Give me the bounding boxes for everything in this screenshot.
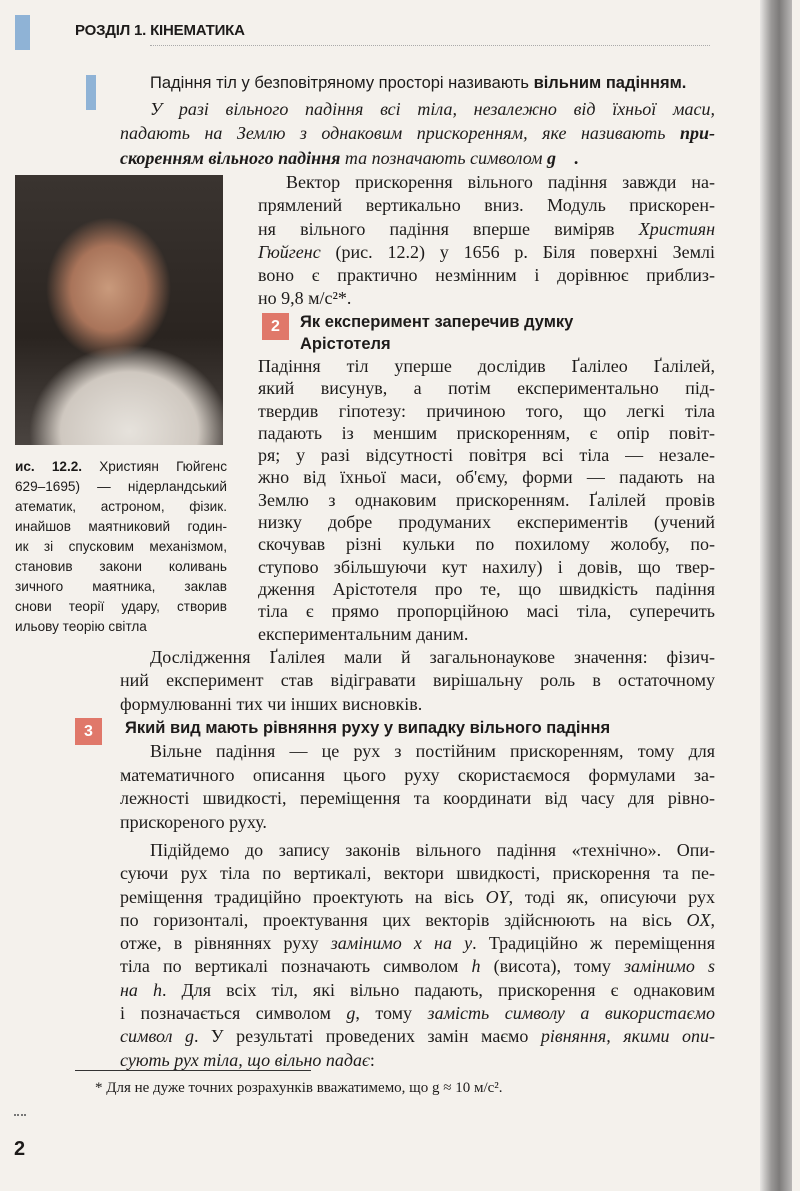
text-line (120, 862, 715, 885)
text-line (15, 477, 227, 497)
text-line (258, 533, 715, 555)
text-segment: . Для всіх тіл, які вільно падають, прискорення є однаковим (161, 979, 716, 1000)
text-segment: воно є практично незмінним і дорівнює приблиз- (258, 265, 715, 286)
text-segment: . Традиційно ж переміщення (472, 933, 716, 954)
text-line (15, 497, 227, 517)
text-line (120, 646, 715, 669)
text-segment: тіла по вертикалі позначають символом (120, 956, 472, 977)
text-segment: ня вільного падіння вперше виміряв (258, 218, 639, 239)
header-rule (150, 45, 710, 46)
text-line (258, 171, 715, 194)
text-segment: : (369, 1049, 375, 1070)
text-line (258, 400, 715, 422)
text-segment: тіла є прямо пропорційною масі тіла, суперечить (258, 601, 715, 622)
section-3-title: Який вид мають рівняння руху у випадку вільного падіння (125, 719, 611, 737)
text-segment: становив закони коливань (15, 559, 227, 574)
text-segment: падають на Землю з однаковим прискоренням, яке називають (120, 123, 680, 144)
text-segment: падають із меншим прискоренням, є опір повіт- (258, 422, 715, 443)
notation-paragraph (120, 839, 715, 1072)
text-segment: скоренням вільного падіння (120, 147, 341, 168)
text-segment: математичного описання цього руху скористаємося формулами за- (120, 764, 715, 785)
text-segment: Вектор прискорення вільного падіння завжди на- (286, 172, 715, 192)
section-2-title (300, 311, 573, 355)
text-segment: ний експеримент став відігравати вирішальну роль в остаточному (120, 670, 715, 691)
text-line (258, 600, 715, 622)
rule-paragraph (120, 97, 715, 170)
text-line (15, 537, 227, 557)
page-mark (14, 1114, 26, 1116)
text-line (120, 740, 715, 764)
text-line (258, 264, 715, 287)
page-number: 2 (14, 1138, 26, 1160)
text-segment: h (471, 956, 481, 977)
text-segment: атематик, астроном, фізик. (15, 499, 227, 514)
text-segment: У разі вільного падіння всі тіла, незалежно від їхньої маси, (150, 99, 715, 119)
text-line (120, 1002, 715, 1025)
text-segment: формулюванні тих чи інших висновків. (120, 693, 423, 714)
text-line (120, 146, 715, 170)
text-line (15, 457, 227, 477)
text-segment: прискореного руху. (120, 812, 267, 833)
text-line (258, 218, 715, 241)
text-segment: , тоді як, описуючи рух (508, 886, 715, 907)
text-segment: замість символу a використаємо (427, 1003, 715, 1024)
text-segment: жно від їхньої маси, об'єму, форми — падають на (258, 467, 715, 488)
text-line (120, 839, 715, 862)
text-segment: замінимо x на y (330, 933, 473, 954)
text-segment: символ g (120, 1026, 194, 1047)
text-segment: по горизонталі, проектування цих векторів здійснюють на вісь (120, 909, 687, 930)
text-line (15, 597, 227, 617)
text-segment: прямлений вертикально вниз. Модуль прискорен- (258, 195, 715, 216)
section-2-title-line1: Як експеримент заперечив думку (300, 313, 574, 331)
text-line (120, 886, 715, 909)
text-segment: та позначають символом (340, 147, 547, 168)
text-line (120, 121, 715, 145)
definition-paragraph (150, 72, 715, 95)
text-line (258, 466, 715, 488)
text-line (258, 444, 715, 466)
text-segment: лежності швидкості, переміщення та координати від часу для рівно- (120, 788, 715, 809)
text-line (120, 764, 715, 788)
footnote: * Для не дуже точних розрахунків вважатимемо, що g ≈ 10 м/с². (95, 1080, 503, 1096)
text-segment: Падіння тіл уперше дослідив Ґалілео Ґалілей, (258, 356, 715, 376)
text-line (15, 617, 227, 637)
text-segment: зичного маятника, заклав (15, 579, 227, 594)
text-line (120, 787, 715, 811)
text-segment: Гюйгенс (258, 241, 321, 262)
text-segment: (висота), тому (480, 956, 624, 977)
text-segment: g (346, 1003, 356, 1024)
text-segment: низку добре продуманих експериментів (учений (258, 512, 715, 533)
text-segment: твердив гіпотезу: причиною того, що легкі тіла (258, 400, 715, 421)
text-segment: ступово збільшуючи кут нахилу) і довів, що твер- (258, 556, 715, 577)
text-segment: ик зі спусковим механізмом, (15, 539, 227, 554)
text-segment: Підійдемо до запису законів вільного падіння «технічно». Опи- (150, 840, 715, 860)
chapter-marker (15, 15, 30, 50)
text-segment: Землю з однаковим прискоренням. Ґалілей провів (258, 489, 715, 510)
section-2-title-line2: Арістотеля (300, 335, 391, 353)
page-edge-shadow (760, 0, 792, 1191)
text-line (120, 669, 715, 692)
text-line (258, 511, 715, 533)
text-line (258, 578, 715, 600)
text-line (258, 422, 715, 444)
text-segment: инайшов маятниковий годин- (15, 519, 227, 534)
text-line (258, 241, 715, 264)
text-segment: ильову теорію світла (15, 619, 147, 634)
text-line (258, 377, 715, 399)
chapter-header: РОЗДІЛ 1. КІНЕМАТИКА (75, 22, 245, 39)
text-segment: . У результаті проведених замін маємо (193, 1026, 541, 1047)
text-segment: отже, в рівняннях руху (120, 933, 331, 954)
text-line (258, 556, 715, 578)
definition-marker (86, 75, 96, 110)
text-segment: OY (485, 886, 509, 907)
text-segment: снови теорії удару, створив (15, 599, 227, 614)
text-segment: суючи рух тіла по вертикалі, вектори швидкості, прискорення та пе- (120, 863, 715, 884)
text-segment: на h (120, 979, 162, 1000)
text-line (120, 693, 715, 716)
text-segment: OX (686, 909, 711, 930)
text-segment: но 9,8 м/с²*. (258, 288, 352, 309)
text-segment: Дослідження Ґалілея мали й загальнонаукове значення: фізич- (150, 647, 715, 667)
text-segment: (рис. 12.2) у 1656 р. Біля поверхні Землі (320, 241, 715, 262)
text-line (258, 287, 715, 310)
text-line (120, 1025, 715, 1048)
text-line (15, 557, 227, 577)
text-line (120, 97, 715, 121)
text-segment: 629–1695) — нідерландський (15, 479, 227, 494)
text-segment: ис. 12.2. (15, 459, 83, 474)
conclusion-paragraph (120, 646, 715, 716)
text-segment: дження Арістотеля про те, що швидкість падіння (258, 578, 715, 599)
text-line (120, 955, 715, 978)
text-segment: сують рух тіла, що вільно падає (120, 1049, 370, 1070)
free-fall-paragraph (120, 740, 715, 835)
text-segment: g⃗ . (547, 147, 580, 168)
huygens-portrait (15, 175, 223, 445)
text-segment: Християн Гюйгенс (82, 459, 227, 474)
text-line (120, 909, 715, 932)
section-3-badge: 3 (75, 718, 102, 745)
text-line (258, 623, 715, 645)
text-line (258, 489, 715, 511)
text-segment: рівняння, якими опи- (540, 1026, 715, 1047)
text-line (150, 72, 715, 95)
section-2-badge: 2 (262, 313, 289, 340)
vector-paragraph (258, 171, 715, 311)
text-segment: Вільне падіння — це рух з постійним прискоренням, тому для (150, 741, 715, 761)
text-segment: скочував різні кульки по похилому жолобу, по- (258, 534, 715, 555)
figure-caption (15, 457, 227, 637)
galileo-paragraph (258, 355, 715, 645)
text-segment: , тому (355, 1003, 428, 1024)
text-line (120, 811, 715, 835)
text-segment: реміщення традиційно проектують на вісь (120, 886, 486, 907)
text-line (120, 932, 715, 955)
text-segment: замінимо s (623, 956, 716, 977)
text-segment: Християн (638, 218, 715, 239)
text-segment: експериментальним даним. (258, 623, 469, 644)
text-segment: і позначається символом (120, 1003, 347, 1024)
text-segment: який висунув, а потім експериментально під- (258, 378, 715, 399)
text-segment: при- (679, 123, 715, 144)
text-line (120, 1049, 715, 1072)
text-segment: вільним падінням. (533, 74, 687, 92)
text-line (15, 577, 227, 597)
text-segment: Падіння тіл у безповітряному просторі називають (150, 74, 534, 92)
text-line (258, 355, 715, 377)
text-segment: , (710, 909, 715, 930)
text-line (15, 517, 227, 537)
footnote-rule (75, 1070, 311, 1071)
text-line (258, 194, 715, 217)
text-segment: ря; у разі відсутності повітря всі тіла — незале- (258, 445, 715, 466)
text-line (120, 979, 715, 1002)
